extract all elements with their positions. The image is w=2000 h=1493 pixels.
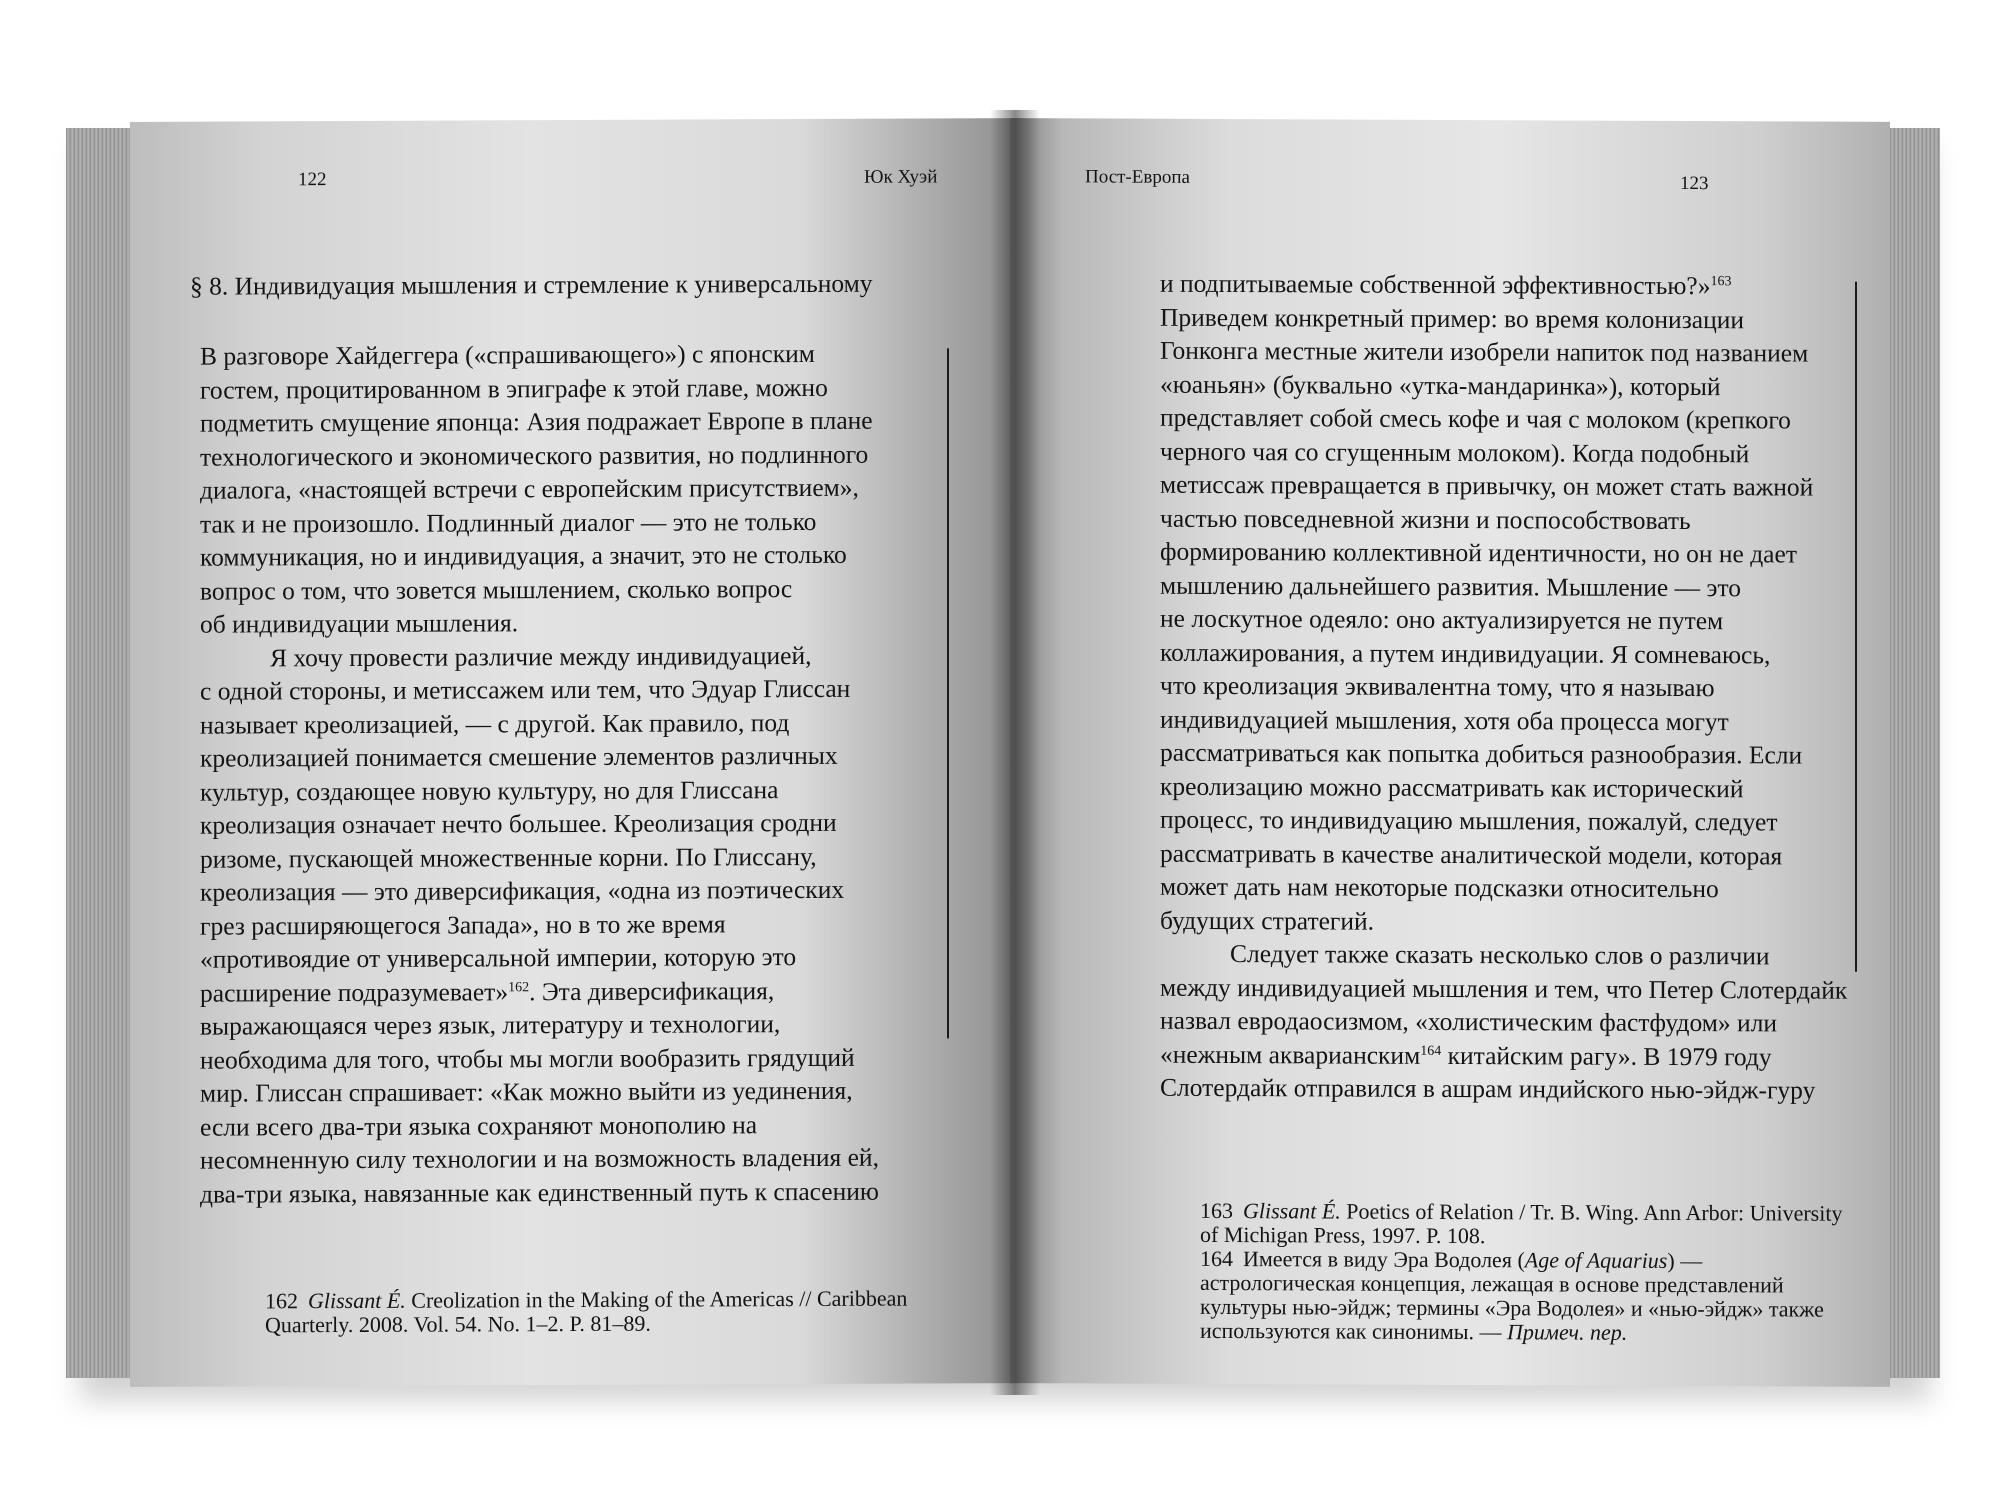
- left-margin-rule: [947, 348, 949, 1038]
- right-body-text: [1160, 267, 1847, 1107]
- left-page-number: 122: [298, 169, 327, 191]
- left-page: [130, 118, 1020, 1387]
- text-span: ) —: [1667, 1247, 1703, 1274]
- text-span: Creolization in the Making of the Americas // Caribbean: [405, 1285, 908, 1313]
- right-line: Приведем конкретный пример: во время колонизации: [1160, 302, 1745, 334]
- footnote-number: 162: [265, 1288, 298, 1314]
- right-line-with-ref: [1160, 1037, 1847, 1073]
- right-line: метиссаж превращается в привычку, он может стать важной: [1160, 469, 1814, 502]
- right-line: представляет собой смесь кофе и чая с молоком (крепкого: [1160, 402, 1791, 435]
- left-line: ризоме, пускающей множественные корни. По Глиссану,: [200, 841, 817, 874]
- right-line: может дать нам некоторые подсказки относительно: [1160, 871, 1719, 904]
- right-line: формированию коллективной идентичности, но он не дает: [1160, 536, 1797, 569]
- left-line: культур, создающее новую культуру, но для Глиссана: [200, 774, 779, 807]
- left-body-text: [200, 337, 879, 1211]
- left-running-head: Юк Хуэй: [864, 166, 938, 188]
- left-line: несомненную силу технологии и на возможность владения ей,: [200, 1142, 879, 1175]
- left-line: креолизацией понимается смешение элементов различных: [200, 740, 838, 773]
- right-line: рассматривать в качестве аналитической модели, которая: [1160, 838, 1783, 870]
- right-line: черного чая со сгущенным молоком). Когда подобный: [1160, 436, 1750, 468]
- right-line: коллажирования, а путем индивидуации. Я сомневаюсь,: [1160, 637, 1771, 669]
- left-line: гостем, процитированном в эпиграфе к этой главе, можно: [200, 372, 828, 405]
- footnote-number: 164: [1200, 1245, 1233, 1272]
- footnote-author: Glissant É.: [1243, 1198, 1341, 1224]
- footnotes-right: [1200, 1199, 1842, 1346]
- left-line: грез расширяющегося Запада», но в то же время: [200, 908, 726, 941]
- left-line: два-три языка, навязанные как единственный путь к спасению: [200, 1176, 879, 1209]
- right-line: будущих стратегий.: [1160, 905, 1375, 936]
- footnote-ref-162[interactable]: 162: [508, 979, 530, 995]
- right-line: не лоскутное одеяло: оно актуализируется не путем: [1160, 603, 1724, 636]
- footnote-ref-163[interactable]: 163: [1710, 274, 1732, 290]
- text-span: и подпитываемые собственной эффективностью?»: [1160, 268, 1711, 301]
- right-page: [1010, 118, 1890, 1387]
- right-line: Гонконга местные жители изобрели напиток под названием: [1160, 335, 1809, 368]
- left-line: с одной стороны, и метиссажем или тем, что Эдуар Глиссан: [200, 673, 851, 706]
- section-heading: § 8. Индивидуация мышления и стремление к универсальному: [190, 268, 873, 301]
- left-line: если всего два-три языка сохраняют монополию на: [200, 1109, 758, 1142]
- footnote-line: астрологическая концепция, лежащая в основе представлений: [1200, 1269, 1784, 1298]
- right-margin-rule: [1855, 282, 1857, 972]
- text-italic: Примеч. пер.: [1507, 1319, 1628, 1345]
- footnote-line: культуры нью-эйдж; термины «Эра Водолея» и «нью-эйдж» также: [1200, 1293, 1824, 1322]
- left-line: креолизация — это диверсификация, «одна из поэтических: [200, 874, 845, 907]
- right-page-number: 123: [1680, 173, 1709, 195]
- footnote-ref-164[interactable]: 164: [1420, 1043, 1442, 1059]
- left-line: необходима для того, чтобы мы могли вообразить грядущий: [200, 1042, 855, 1075]
- right-line: Следует также сказать несколько слов о различии: [1230, 939, 1770, 971]
- left-line: вопрос о том, что зовется мышлением, сколько вопрос: [200, 573, 793, 606]
- right-line: между индивидуацией мышления и тем, что Петер Слотердайк: [1160, 972, 1848, 1005]
- left-line: креолизация означает нечто большее. Креолизация сродни: [200, 807, 837, 840]
- left-page-edges: [66, 128, 136, 1378]
- right-line: процесс, то индивидуацию мышления, пожалуй, следует: [1160, 804, 1778, 837]
- left-line: В разговоре Хайдеггера («спрашивающего») с японским: [200, 338, 815, 371]
- text-span: китайским рагу». В 1979 году: [1441, 1040, 1772, 1071]
- text-span: Poetics of Relation / Tr. B. Wing. Ann Arbor: University: [1340, 1198, 1843, 1226]
- left-line: диалога, «настоящей встречи с европейским присутствием»,: [200, 472, 859, 505]
- footnote-number: 163: [1200, 1197, 1233, 1224]
- footnote-author: Glissant É.: [308, 1287, 406, 1314]
- left-line: мир. Глиссан спрашивает: «Как можно выйти из уединения,: [200, 1075, 853, 1108]
- footnote-line: [1200, 1319, 1842, 1346]
- right-line: рассматриваться как попытка добиться разнообразия. Если: [1160, 737, 1803, 770]
- footnote-line: Quarterly. 2008. Vol. 54. No. 1–2. P. 81–89.: [265, 1310, 651, 1338]
- right-line: назвал евродаосизмом, «холистическим фастфудом» или: [1160, 1005, 1778, 1038]
- right-line: что креолизация эквивалентна тому, что я называю: [1160, 670, 1715, 703]
- text-span: используются как синонимы. —: [1200, 1317, 1508, 1345]
- text-span: расширение подразумевает»: [200, 976, 509, 1008]
- left-line: об индивидуации мышления.: [200, 608, 519, 639]
- right-line: «юаньян» (буквально «утка-мандаринка»), который: [1160, 369, 1721, 401]
- left-line: «противоядие от универсальной империи, которую это: [200, 942, 797, 974]
- right-line: Слотердайк отправился в ашрам индийского нью-эйдж-гуру: [1160, 1072, 1816, 1105]
- right-line: индивидуацией мышления, хотя оба процесса могут: [1160, 704, 1729, 736]
- left-line: называет креолизацией, — с другой. Как правило, под: [200, 707, 790, 740]
- footnote-162: [265, 1287, 907, 1338]
- left-line: так и не произошло. Подлинный диалог — это не только: [200, 506, 817, 539]
- footnote-line: [265, 1287, 907, 1314]
- left-line-with-ref: [200, 973, 879, 1009]
- right-running-head: Пост-Европа: [1085, 166, 1190, 188]
- text-span: Имеется в виду Эра Водолея (: [1243, 1246, 1525, 1273]
- right-line: мышлению дальнейшего развития. Мышление — это: [1160, 570, 1741, 602]
- text-italic: Age of Aquarius: [1524, 1247, 1668, 1273]
- text-span: . Эта диверсификация,: [529, 975, 775, 1006]
- left-line: коммуникация, но и индивидуация, а значит, это не столько: [200, 539, 847, 572]
- right-line: креолизацию можно рассматривать как исторический: [1160, 771, 1744, 803]
- right-line-with-ref: [1160, 267, 1847, 303]
- book-gutter-shadow: [990, 110, 1040, 1395]
- left-line: Я хочу провести различие между индивидуацией,: [270, 640, 812, 672]
- left-line: выражающаяся через язык, литературу и технологии,: [200, 1009, 781, 1041]
- left-line: технологического и экономического развития, но подлинного: [200, 439, 869, 472]
- footnote-line: of Michigan Press, 1997. P. 108.: [1200, 1221, 1486, 1249]
- left-line: подметить смущение японца: Азия подражает Европе в плане: [200, 405, 873, 438]
- text-span: «нежным акварианским: [1160, 1039, 1421, 1070]
- right-line: частью повседневной жизни и поспособствовать: [1160, 503, 1691, 535]
